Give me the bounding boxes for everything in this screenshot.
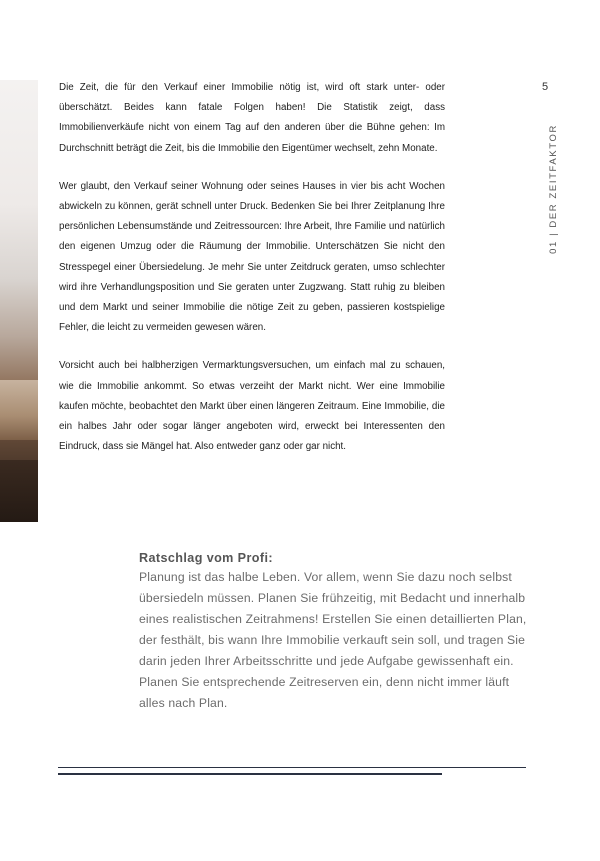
paragraph-3: Vorsicht auch bei halbherzigen Vermarktungsversuchen, um einfach mal zu schauen, wie die Immobilie ankommt. So etwas verzeiht der Markt nicht. Wer eine Immobilie kaufen möchte, beobachtet den Markt über einen längeren Zeitraum. Eine Immobilie, die ein halbes Jahr oder sogar länger angeboten wird, erweckt bei Interessenten den Eindruck, dass sie Mängel hat. Also entweder ganz oder gar nicht. [59, 360, 445, 453]
pro-tip-title: Ratschlag vom Profi: [139, 551, 273, 565]
footer-rule-top [58, 767, 526, 768]
photo-desk-detail [0, 380, 38, 440]
pro-tip-box [139, 551, 529, 714]
footer-rule-bottom [58, 773, 442, 775]
pro-tip-text: Planung ist das halbe Leben. Vor allem, wenn Sie dazu noch selbst übersiedeln müssen. Planen Sie frühzeitig, mit Bedacht und innerhalb eines realistischen Zeitrahmens! Erstellen Sie einen detaillierten Plan, der festhält, bis wann Ihre Immobilie verkauft sein soll, und tragen Sie darin jeden Ihrer Arbeitsschritte und jede Aufgabe gewissenhaft ein. Planen Sie entsprechende Zeitreserven ein, denn nicht immer läuft alles nach Plan. [139, 570, 527, 710]
chapter-side-label [548, 124, 562, 254]
photo-shadow-detail [0, 460, 38, 522]
page-number: 5 [542, 81, 549, 93]
paragraph-2: Wer glaubt, den Verkauf seiner Wohnung oder seines Hauses in vier bis acht Wochen abwickeln zu können, gerät schnell unter Druck. Bedenken Sie bei Ihrer Zeitplanung Ihre persönlichen Lebensumstände und Zeitressourcen: Ihre Arbeit, Ihre Familie und natürlich den eigenen Umzug oder die Räumung der Immobilie. Unterschätzen Sie nicht den Stresspegel einer Übersiedelung. Je mehr Sie unter Zeitdruck geraten, umso schlechter wird ihre Verhandlungsposition und Sie geraten unter Zugzwang. Statt ruhig zu bleiben und dem Markt und seiner Immobilie die nötige Zeit zu geben, passieren kostspielige Fehler, die leicht zu vermeiden gewesen wären. [59, 180, 445, 334]
chapter-label-text: 01 | DER ZEITFAKTOR [548, 124, 559, 254]
paragraph-1: Die Zeit, die für den Verkauf einer Immobilie nötig ist, wird oft stark unter- oder überschätzt. Beides kann fatale Folgen haben! Die Statistik zeigt, dass Immobilienverkäufe nicht von einem Tag auf den anderen über die Bühne gehen: Im Durchschnitt beträgt die Zeit, bis die Immobilie den Eigentümer wechselt, zehn Monate. [59, 82, 445, 154]
body-text [59, 78, 445, 475]
decorative-photo-strip [0, 80, 38, 522]
